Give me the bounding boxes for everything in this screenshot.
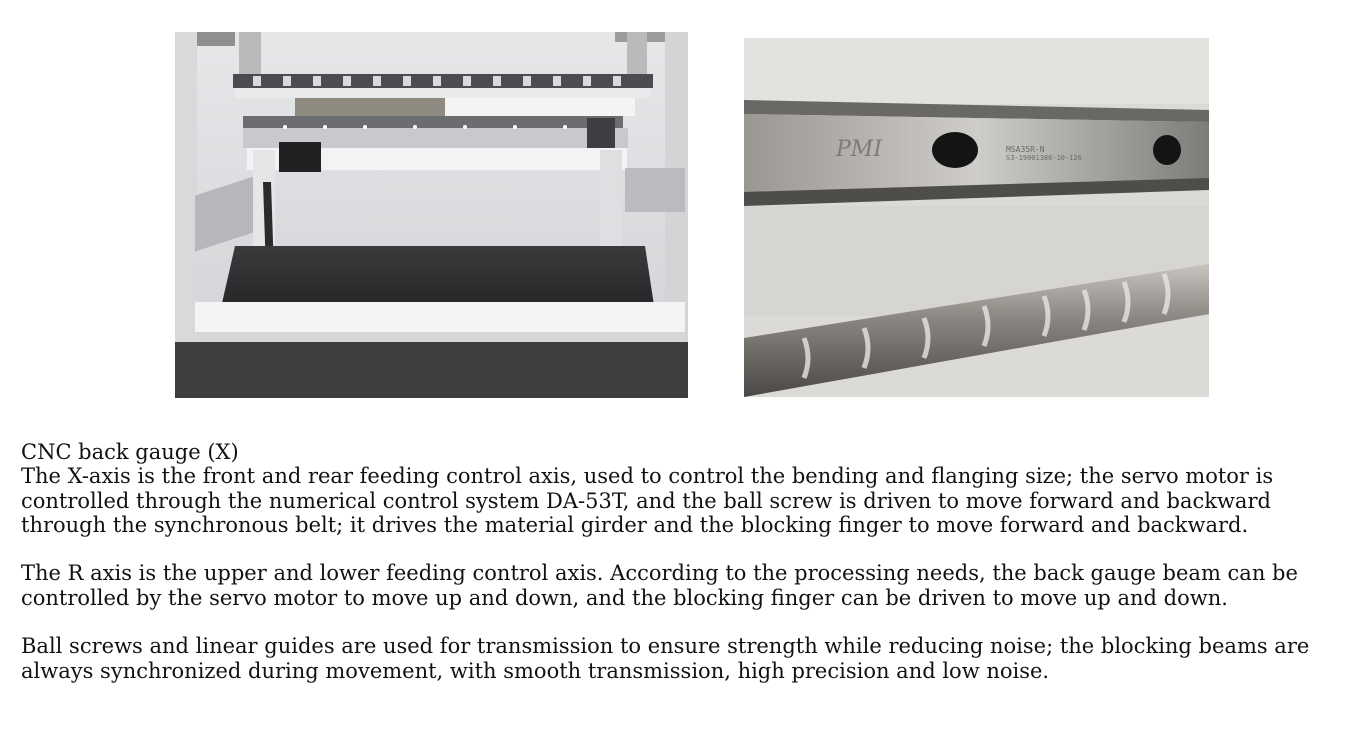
linear-guide-photo: [744, 38, 1209, 397]
paragraph-r-axis: The R axis is the upper and lower feeding control axis. According to the processing needs, the back gauge beam can be controlled by the servo motor to move up and down, and the blocking finger can be driven to move up and down.: [21, 561, 1298, 610]
backgauge-illustration: [175, 32, 688, 398]
rail-brand-text: PMI: [836, 137, 883, 162]
backgauge-photo: [175, 32, 688, 398]
section-heading: CNC back gauge (X): [21, 440, 239, 464]
rail-serial-text: S3-19001386-10-126: [1006, 154, 1082, 162]
linear-guide-illustration: [744, 38, 1209, 397]
paragraph-x-axis: The X-axis is the front and rear feeding control axis, used to control the bending and flanging size; the servo motor is controlled through the numerical control system DA-53T, and the ball screw is driven to move forward and backward through the synchronous belt; it drives the material girder and the blocking finger to move forward and backward.: [21, 464, 1274, 537]
paragraph-transmission: Ball screws and linear guides are used for transmission to ensure strength while reducing noise; the blocking beams are always synchronized during movement, with smooth transmission, high precision and low noise.: [21, 634, 1310, 683]
rail-code-text: MSA35R-N: [1006, 145, 1045, 154]
description-text-block: [21, 440, 1346, 683]
